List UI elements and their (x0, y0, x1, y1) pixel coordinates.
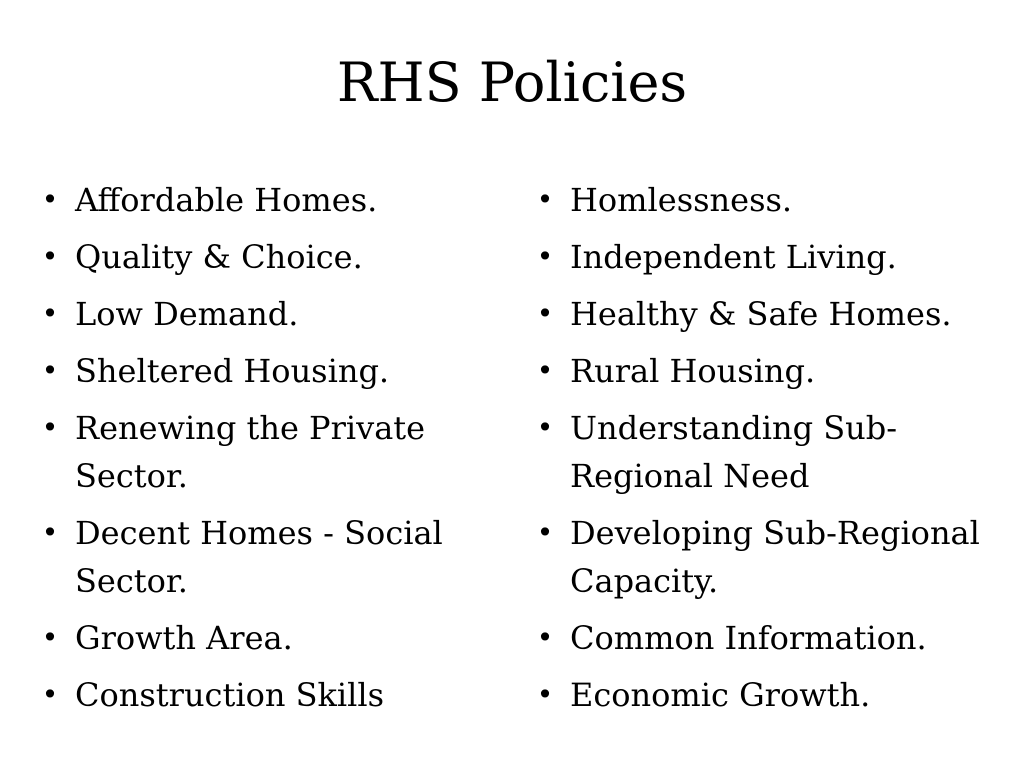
list-item-text: Quality & Choice. (75, 238, 363, 276)
bullet-icon: • (536, 240, 554, 273)
bullet-icon: • (536, 678, 554, 711)
list-item (533, 290, 1003, 338)
list-item-text: Growth Area. (75, 619, 293, 657)
bullet-icon: • (536, 183, 554, 216)
list-item-text: Economic Growth. (570, 676, 871, 714)
list-item-text: Homlessness. (570, 181, 793, 219)
list-item-text: Rural Housing. (570, 352, 816, 390)
list-item-text: Decent Homes - Social Sector. (75, 514, 443, 600)
list-item (533, 233, 1003, 281)
list-item-text: Understanding Sub-Regional Need (570, 409, 898, 495)
list-item-text: Developing Sub-Regional Capacity. (570, 514, 980, 600)
left-bullet-list (38, 176, 493, 728)
list-item-text: Affordable Homes. (75, 181, 378, 219)
list-item (38, 347, 493, 395)
list-item-text: Renewing the Private Sector. (75, 409, 426, 495)
bullet-icon: • (41, 354, 59, 387)
list-item (533, 671, 1003, 719)
list-item (38, 404, 493, 500)
list-item-text: Independent Living. (570, 238, 897, 276)
list-item (533, 176, 1003, 224)
bullet-icon: • (536, 297, 554, 330)
list-item (533, 404, 1003, 500)
list-item (38, 671, 493, 719)
list-item (38, 509, 493, 605)
bullet-icon: • (536, 516, 554, 549)
bullet-icon: • (41, 411, 59, 444)
list-item (533, 614, 1003, 662)
bullet-icon: • (536, 411, 554, 444)
bullet-icon: • (41, 678, 59, 711)
list-item (38, 614, 493, 662)
list-item-text: Low Demand. (75, 295, 299, 333)
list-item-text: Sheltered Housing. (75, 352, 390, 390)
bullet-icon: • (536, 621, 554, 654)
list-item (38, 290, 493, 338)
bullet-icon: • (536, 354, 554, 387)
list-item-text: Common Information. (570, 619, 927, 657)
list-item (533, 509, 1003, 605)
bullet-icon: • (41, 240, 59, 273)
list-item-text: Healthy & Safe Homes. (570, 295, 952, 333)
list-item (533, 347, 1003, 395)
list-item-text: Construction Skills (75, 676, 385, 714)
list-item (38, 233, 493, 281)
slide-title: RHS Policies (336, 51, 688, 114)
bullet-icon: • (41, 621, 59, 654)
bullet-icon: • (41, 183, 59, 216)
right-bullet-list (533, 176, 1003, 728)
bullet-icon: • (41, 297, 59, 330)
bullet-icon: • (41, 516, 59, 549)
list-item (38, 176, 493, 224)
